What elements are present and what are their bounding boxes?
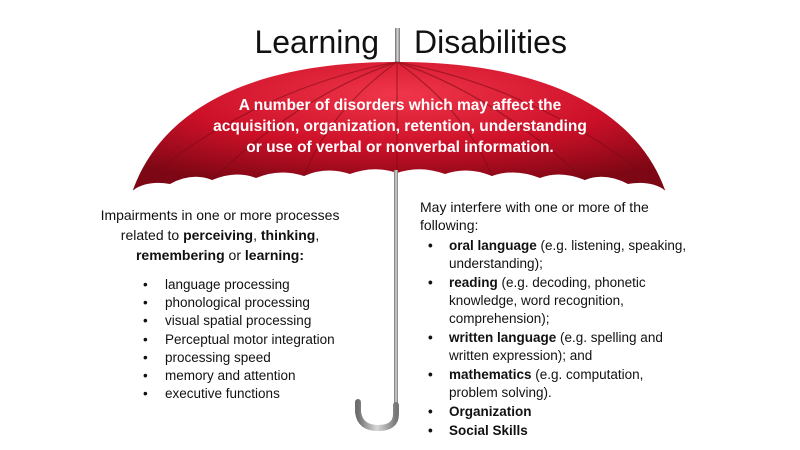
list-item <box>428 422 688 440</box>
item-bold: mathematics <box>449 367 532 382</box>
affected-areas-list <box>428 237 688 441</box>
list-item <box>428 274 688 328</box>
item-bold: written language <box>449 330 557 345</box>
item-bold: Social Skills <box>449 423 528 438</box>
umbrella-tip <box>395 28 400 64</box>
item-rest: (e.g. spelling and written expression); and <box>449 330 663 363</box>
list-item: • processing speed <box>143 349 335 367</box>
list-item <box>428 403 688 421</box>
interference-intro: May interfere with one or more of the following: <box>420 199 649 233</box>
list-item: • memory and attention <box>143 367 335 385</box>
list-item <box>428 329 688 365</box>
title-right: Disabilities <box>414 24 567 60</box>
item-rest: (e.g. computation, problem solving). <box>449 367 644 400</box>
list-item <box>428 237 688 273</box>
umbrella-shaft <box>394 170 398 410</box>
intro-text: Impairments in one or more processes related to <box>100 207 340 243</box>
intro-bold-remembering: remembering <box>135 247 225 263</box>
list-item: • visual spatial processing <box>143 312 335 330</box>
item-rest: (e.g. decoding, phonetic knowledge, word recognition, comprehension); <box>449 275 646 326</box>
impairments-intro <box>100 205 340 265</box>
list-item: • Perceptual motor integration <box>143 331 335 349</box>
title-left: Learning <box>254 24 379 60</box>
intro-sep: , <box>253 227 261 243</box>
intro-bold-thinking: thinking <box>260 227 316 243</box>
processes-list <box>143 276 335 403</box>
item-bold: Organization <box>449 404 532 419</box>
umbrella-handle <box>358 402 396 428</box>
item-rest: (e.g. listening, speaking, understanding); <box>449 238 687 271</box>
list-item: • executive functions <box>143 385 335 403</box>
list-item: • language processing <box>143 276 335 294</box>
item-bold: reading <box>449 275 498 290</box>
item-bold: oral language <box>449 238 537 253</box>
list-item <box>428 366 688 402</box>
intro-sep: , <box>315 227 320 243</box>
intro-sep: or <box>224 247 245 263</box>
definition-text: A number of disorders which may affect the acquisition, organization, retention, understanding or use of verbal or nonverbal information. <box>213 97 587 156</box>
intro-bold-learning: learning: <box>244 247 305 263</box>
intro-bold-perceiving: perceiving <box>183 227 254 243</box>
list-item: • phonological processing <box>143 294 335 312</box>
